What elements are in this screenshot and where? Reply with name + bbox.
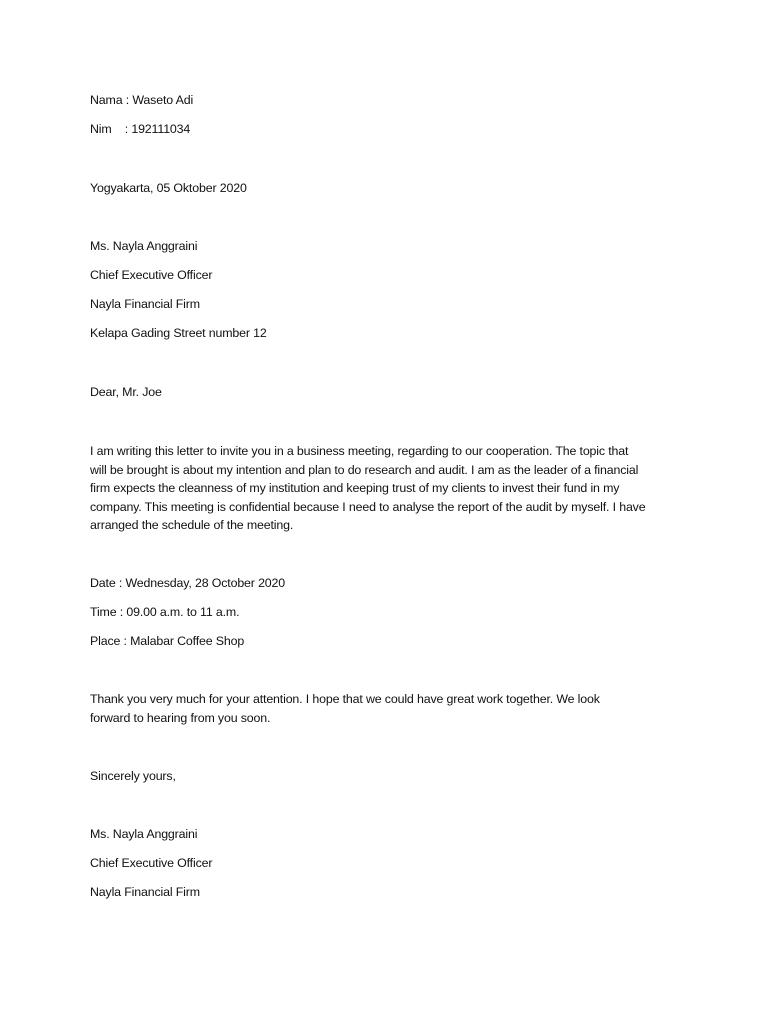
closing-paragraph — [90, 690, 690, 727]
meeting-place: Place : Malabar Coffee Shop — [90, 634, 245, 648]
recipient-company: Nayla Financial Firm — [90, 297, 200, 311]
body-paragraph — [90, 442, 690, 535]
student-name-line: Nama : Waseto Adi — [90, 93, 194, 107]
meeting-time: Time : 09.00 a.m. to 11 a.m. — [90, 605, 240, 619]
body-line: I am writing this letter to invite you in a business meeting, regarding to our cooperation. The topic that — [90, 444, 629, 458]
recipient-address: Kelapa Gading Street number 12 — [90, 326, 267, 340]
signature-title: Chief Executive Officer — [90, 856, 213, 870]
closing-line: Thank you very much for your attention. I hope that we could have great work together. We look — [90, 692, 600, 706]
body-line: company. This meeting is confidential because I need to analyse the report of the audit by myself. I have — [90, 499, 646, 514]
body-line: arranged the schedule of the meeting. — [90, 518, 294, 532]
salutation: Dear, Mr. Joe — [90, 385, 162, 399]
letter-date: Yogyakarta, 05 Oktober 2020 — [90, 181, 247, 195]
signature-name: Ms. Nayla Anggraini — [90, 827, 198, 841]
meeting-date: Date : Wednesday, 28 October 2020 — [90, 576, 286, 590]
body-line: will be brought is about my intention and plan to do research and audit. I am as the leader of a financial — [90, 462, 639, 477]
sign-off: Sincerely yours, — [90, 769, 176, 783]
recipient-name: Ms. Nayla Anggraini — [90, 239, 198, 253]
body-line: firm expects the cleanness of my institution and keeping trust of my clients to invest their fund in my — [90, 481, 620, 495]
signature-company: Nayla Financial Firm — [90, 885, 200, 899]
closing-line: forward to hearing from you soon. — [90, 710, 271, 725]
recipient-title: Chief Executive Officer — [90, 268, 213, 282]
student-nim-line: Nim : 192111034 — [90, 122, 191, 136]
